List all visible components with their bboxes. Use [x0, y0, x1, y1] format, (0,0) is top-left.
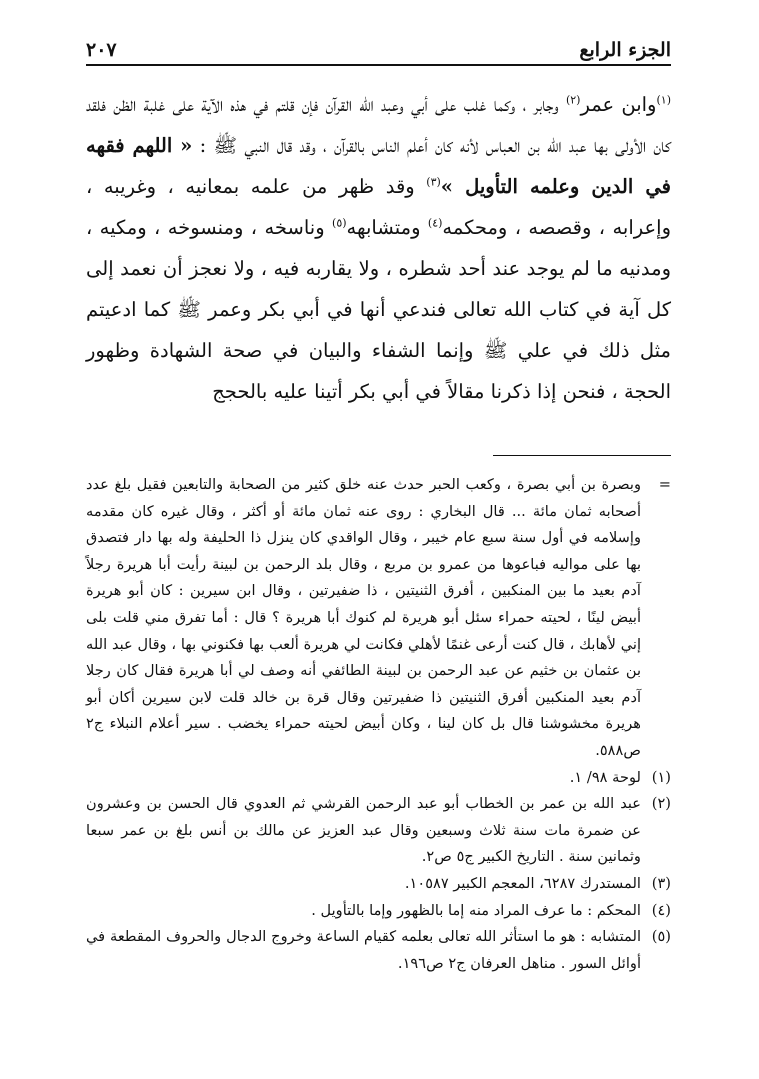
footnote-ref-1: (١) [656, 93, 671, 107]
footnote-ref-4: (٤) [427, 216, 443, 230]
footnote-4 [86, 898, 671, 925]
main-paragraph [86, 84, 671, 412]
text-segment: وقد ظهر من علمه بمعانيه ، وغريبه ، وإعرابه ، وقصصه ، ومحكمه [86, 175, 672, 239]
footnotes [86, 472, 671, 977]
footnote-text: المحكم : ما عرف المراد منه إما بالظهور وإما بالتأويل . [311, 901, 641, 919]
footnote-ref-2: (٢) [565, 93, 581, 107]
footnote-marker: (١) [651, 768, 671, 786]
footnote-5 [86, 924, 671, 977]
hadith-quote: « اللهم فقهه في الدين وعلمه التأويل » [86, 134, 671, 198]
footnote-continued [86, 472, 671, 765]
header-rule [86, 64, 671, 66]
page-number: ٢٠٧ [86, 39, 117, 61]
footnote-text: المستدرك ٦٢٨٧، المعجم الكبير ١٠٥٨٧. [404, 874, 641, 892]
footnote-1 [86, 765, 671, 792]
main-text [86, 84, 671, 412]
footnote-3 [86, 871, 671, 898]
text-segment: ومتشابهه [346, 216, 428, 239]
footnote-text: عبد الله بن عمر بن الخطاب أبو عبد الرحمن القرشي ثم العدوي قال الحسن بن وعشرون عن ضمرة مات سنة ثلاث وسبعين وقال عبد العزيز عن مالك بن أنس بلغ بن عمر سبعا وثمانين سنة . التاريخ الكبير ج٥ ص٢. [86, 795, 641, 866]
page-header [86, 30, 671, 60]
footnote-marker: (٥) [651, 928, 671, 946]
footnote-marker: (٤) [651, 901, 671, 919]
text-segment: وجابر ، وكما غلب على أبي وعبد الله القرآن فإن قلتم في هذه الآية على غلبة الظن فلقد كان الأولى بها عبد الله بن العباس لأنه كان أعلم الناس بالقرآن ، وقد قال النبي ﷺ : [86, 93, 671, 157]
text-segment: وناسخه ، ومنسوخه ، ومكيه ، ومدنيه ما لم يوجد عند أحد شطره ، ولا يقاربه فيه ، ولا نعجز أن نعمد إلى كل آية في كتاب الله تعالى فندعي أنها في أبي بكر وعمر ﷺ كما ادعيتم مثل ذلك في علي ﷺ وإنما الشفاء والبيان في صحة الشهادة وظهور الحجة ، فنحن إذا ذكرنا مقالاً في أبي بكر أتينا عليه بالحجج [86, 216, 671, 403]
footnote-ref-5: (٥) [332, 216, 347, 230]
footnote-marker: (٣) [651, 874, 671, 892]
footnote-marker: = [658, 476, 671, 493]
footnote-2 [86, 791, 671, 871]
footnote-separator [493, 455, 671, 456]
footnote-ref-3: (٣) [426, 175, 441, 189]
running-title: الجزء الرابع [579, 39, 671, 61]
footnote-text: لوحة ٩٨/ ١. [569, 768, 641, 786]
footnote-text: المتشابه : هو ما استأثر الله تعالى بعلمه كقيام الساعة وخروج الدجال والحروف المقطعة في أوائل السور . مناهل العرفان ج٢ ص١٩٦. [86, 928, 641, 972]
text-segment: وابن عمر [580, 93, 657, 116]
footnote-marker: (٢) [651, 795, 671, 813]
footnote-text: وبصرة بن أبي بصرة ، وكعب الحبر حدث عنه خلق كثير من الصحابة والتابعين فقيل بلغ عدد أصحابه ثمان مائة ... قال البخاري : روى عنه ثمان مائة أو أكثر ، وقال غيره كان مقدمه وإسلامه في أول سنة سبع عام خيبر ، وقال الواقدي كان ينزل ذا الحليفة وله بها دار فتصدق بها على مواليه فباعوها من عمرو بن مربع ، وقال بلد الرحمن بن لبينة رأيت أبا هريرة رجلاً آدم بعيد ما بين المنكبين ، أفرق الثنيتين ، ذا ضفيرتين ، وقال ابن سيرين : كان أبو هريرة أبيض لينًا ، لحيته حمراء سئل أبو هريرة لم كنوك أبا هريرة ؟ قال : أما تفرق مني قلت بلى إني لأهابك ، قال كنت أرعى غنمًا لأهلي فكانت لي هريرة ألعب بها فكنوني بها ، وقال عبد الله بن عثمان بن خثيم عن عبد الرحمن بن لبينة الطائفي أنه وصف لي أبا هريرة فقال كان رجلا آدم بعيد المنكبين أفرق الثنيتين ذا ضفيرتين وقال قرة بن خالد قلت لابن سيرين أكان أبو هريرة مخشوشنا قال بل كان لينا ، وكان أبيض لحيته حمراء يخضب . سير أعلام النبلاء ج٢ ص٥٨٨. [86, 476, 641, 759]
